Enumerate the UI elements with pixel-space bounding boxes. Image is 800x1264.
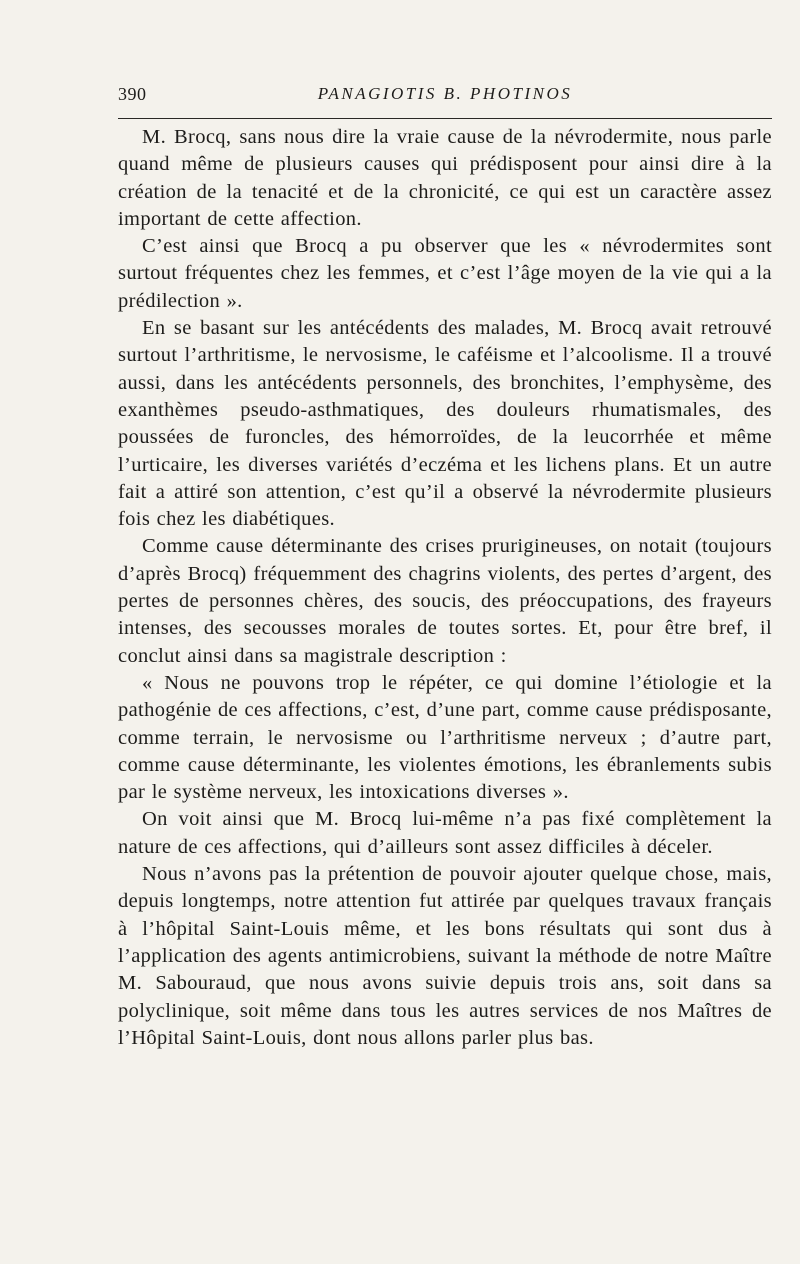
body-text	[118, 124, 772, 1052]
paragraph: Comme cause déterminante des crises prurigineuses, on notait (toujours d’après Brocq) fréquemment des chagrins violents, des pertes d’argent, des pertes de personnes chères, des soucis, des préoccupations, des frayeurs intenses, des secousses morales de toutes sortes. Et, pour être bref, il conclut ainsi dans sa magistrale description :	[118, 535, 772, 667]
page-number: 390	[118, 84, 147, 104]
paragraph: On voit ainsi que M. Brocq lui-même n’a pas fixé complètement la nature de ces affections, qui d’ailleurs sont assez difficiles à déceler.	[118, 808, 772, 858]
header-rule	[118, 118, 772, 119]
paragraph: C’est ainsi que Brocq a pu observer que les « névrodermites sont surtout fréquentes chez les femmes, et c’est l’âge moyen de la vie qui a la prédilection ».	[118, 235, 772, 312]
quotation-paragraph: « Nous ne pouvons trop le répéter, ce qui domine l’étiologie et la pathogénie de ces affections, c’est, d’une part, comme cause prédisposante, comme terrain, le nervosisme ou l’arthritisme nerveux ; d’autre part, comme cause déterminante, les violentes émotions, les ébranlements subis par le système nerveux, les intoxications diverses ».	[118, 671, 772, 804]
running-title: PANAGIOTIS B. PHOTINOS	[317, 84, 573, 103]
paragraph: M. Brocq, sans nous dire la vraie cause de la névrodermite, nous parle quand même de plusieurs causes qui prédisposent pour ainsi dire à la création de la tenacité et de la chronicité, ce qui est un caractère assez important de cette affection.	[118, 126, 772, 230]
paragraph: En se basant sur les antécédents des malades, M. Brocq avait retrouvé surtout l’arthritisme, le nervosisme, le caféisme et l’alcoolisme. Il a trouvé aussi, dans les antécédents personnels, des bronchites, l’emphysème, des exanthèmes pseudo-asthmatiques, des douleurs rhumatismales, des poussées de furoncles, des hémorroïdes, de la leucorrhée et même l’urticaire, les diverses variétés d’eczéma et les lichens plans. Et un autre fait a attiré son attention, c’est qu’il a observé la névrodermite plusieurs fois chez les diabétiques.	[118, 317, 772, 531]
page-header	[118, 84, 772, 110]
paragraph: Nous n’avons pas la prétention de pouvoir ajouter quelque chose, mais, depuis longtemps, notre attention fut attirée par quelques travaux français à l’hôpital Saint-Louis même, et les bons résultats qui sont dus à l’application des agents antimicrobiens, suivant la méthode de notre Maître M. Sabouraud, que nous avons suivie depuis trois ans, soit dans sa polyclinique, soit même dans tous les autres services de nos Maîtres de l’Hôpital Saint-Louis, dont nous allons parler plus bas.	[118, 863, 772, 1049]
